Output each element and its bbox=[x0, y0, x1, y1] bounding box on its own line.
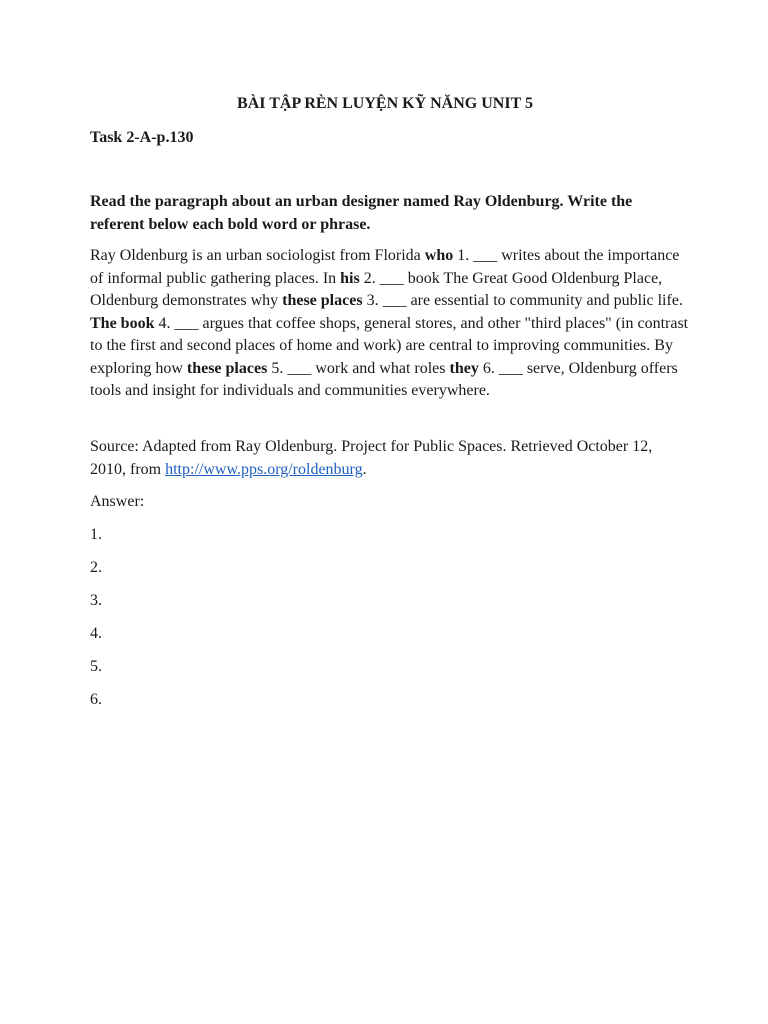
answer-item-6: 6. bbox=[90, 691, 102, 708]
document-title: BÀI TẬP RÈN LUYỆN KỸ NĂNG UNIT 5 bbox=[237, 95, 533, 112]
paragraph-text: 3. ___ are essential to community and public life. bbox=[362, 292, 683, 309]
paragraph-text: 4. ___ argues that coffee shops, general stores, and other "third places" (in contrast to the first and second places of home and work) are central to improving communities. By exploring how bbox=[90, 314, 689, 377]
bold-referent-they: they bbox=[449, 359, 479, 377]
paragraph-text: 1. ___ writes about the importance of informal public gathering places. In bbox=[90, 247, 680, 287]
source-link[interactable]: http://www.pps.org/roldenburg bbox=[165, 460, 363, 478]
bold-referent-these-places-2: these places bbox=[186, 359, 268, 377]
source-end: . bbox=[362, 460, 367, 478]
source-text: Source: Adapted from Ray Oldenburg. Project for Public Spaces. Retrieved October 12, 2010, from bbox=[90, 438, 653, 478]
answer-item-5: 5. bbox=[90, 658, 102, 675]
paragraph-text: 6. ___ serve, Oldenburg offers tools and insight for individuals and communities everywhere. bbox=[90, 359, 678, 399]
bold-referent-these-places: these places bbox=[282, 292, 363, 309]
reading-paragraph bbox=[90, 245, 690, 403]
bold-referent-the-book: The book bbox=[90, 314, 155, 332]
bold-referent-who: who bbox=[424, 247, 454, 264]
answer-item-3: 3. bbox=[90, 592, 102, 609]
paragraph-text: Ray Oldenburg is an urban sociologist from Florida bbox=[90, 247, 425, 264]
paragraph-text: 5. ___ work and what roles bbox=[267, 359, 450, 377]
answer-list bbox=[90, 524, 102, 722]
answer-item-2: 2. bbox=[90, 559, 102, 576]
task-heading: Task 2-A-p.130 bbox=[90, 129, 194, 146]
answer-item-1: 1. bbox=[90, 526, 102, 543]
paragraph-text: 2. ___ book The Great Good Oldenburg Place, Oldenburg demonstrates why bbox=[90, 269, 663, 309]
answer-item-4: 4. bbox=[90, 625, 102, 642]
answer-label: Answer: bbox=[90, 493, 145, 510]
instruction-text: Read the paragraph about an urban designer named Ray Oldenburg. Write the referent below each bold word or phrase. bbox=[90, 193, 633, 233]
bold-referent-his: his bbox=[340, 269, 360, 287]
source-citation bbox=[90, 436, 690, 481]
